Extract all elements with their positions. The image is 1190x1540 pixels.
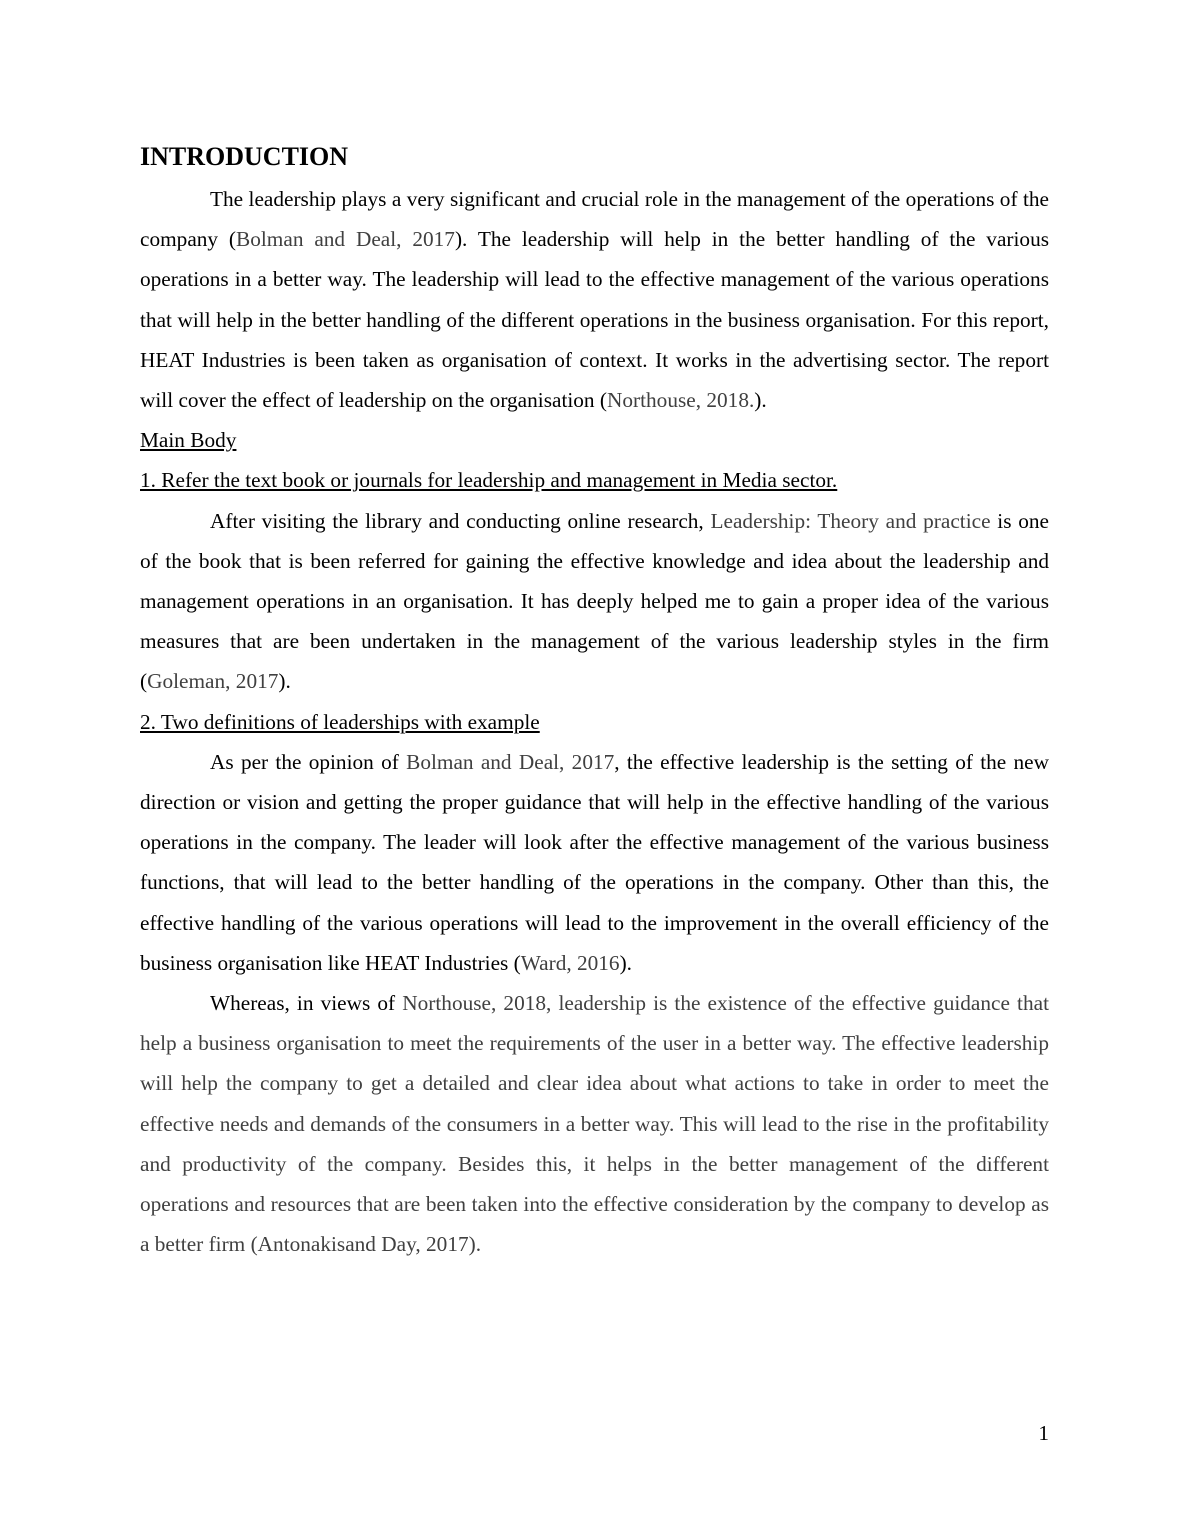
- section-1-citation-goleman: Goleman, 2017: [147, 669, 279, 694]
- intro-citation-bolman-deal: Bolman and Deal, 2017: [236, 227, 455, 252]
- section-1-book-title: Leadership: Theory and practice: [710, 508, 991, 533]
- document-content: [140, 139, 1049, 1264]
- introduction-heading: INTRODUCTION: [140, 142, 349, 171]
- section-2-p2-text-1: Whereas, in views of: [210, 991, 403, 1016]
- section-2-p1-citation-bolman-deal: Bolman and Deal, 2017: [406, 749, 615, 774]
- section-2-heading: 2. Two definitions of leaderships with example: [140, 709, 540, 734]
- intro-citation-northouse: Northouse, 2018.: [607, 388, 755, 413]
- section-2-p1-text-2: , the effective leadership is the setting of the new direction or vision and getting the proper guidance that will help in the effective handling of the various operations in the company. The leader will look after the effective management of the various business functions, that will lead to the better handling of the operations in the company. Other than this, the effective handling of the various operations will lead to the improvement in the overall efficiency of the business organisation like HEAT Industries (: [140, 749, 1049, 975]
- section-1-paragraph: [140, 501, 1049, 702]
- section-2-p2-text-rest: Northouse, 2018, leadership is the existence of the effective guidance that help a business organisation to meet the requirements of the user in a better way. The effective leadership will help the company to get a detailed and clear idea about what actions to take in order to meet the effective needs and demands of the consumers in a better way. This will lead to the rise in the profitability and productivity of the company. Besides this, it helps in the better management of the different operations and resources that are been taken into the effective consideration by the company to develop as a better firm (Antonakisand Day, 2017).: [140, 991, 1049, 1257]
- section-2-p1-text-3: ).: [619, 950, 633, 975]
- section-2-p1-citation-ward: Ward, 2016: [520, 950, 620, 975]
- main-body-heading: Main Body: [140, 428, 237, 453]
- section-1-heading: 1. Refer the text book or journals for leadership and management in Media sector.: [140, 468, 838, 493]
- section-1-text-1: After visiting the library and conducting online research,: [210, 508, 711, 533]
- section-2-paragraph-2: [140, 983, 1049, 1264]
- section-2-p1-text-1: As per the opinion of: [210, 749, 407, 774]
- intro-text-3: ).: [754, 388, 767, 413]
- section-1-text-3: ).: [278, 669, 291, 694]
- intro-text-1: The leadership plays a very significant and crucial role in the management of the operations of the company (: [140, 187, 1049, 252]
- introduction-paragraph: [140, 179, 1049, 420]
- section-1-text-2: is one of the book that is been referred for gaining the effective knowledge and idea about the leadership and management operations in an organisation. It has deeply helped me to gain a proper idea of the various measures that are been undertaken in the management of the various leadership styles in the firm (: [140, 508, 1049, 694]
- page-number: 1: [1038, 1421, 1049, 1445]
- intro-text-2: ). The leadership will help in the better handling of the various operations in a better way. The leadership will lead to the effective management of the various operations that will help in the better handling of the different operations in the business organisation. For this report, HEAT Industries is been taken as organisation of context. It works in the advertising sector. The report will cover the effect of leadership on the organisation (: [140, 227, 1050, 413]
- section-2-paragraph-1: [140, 742, 1049, 983]
